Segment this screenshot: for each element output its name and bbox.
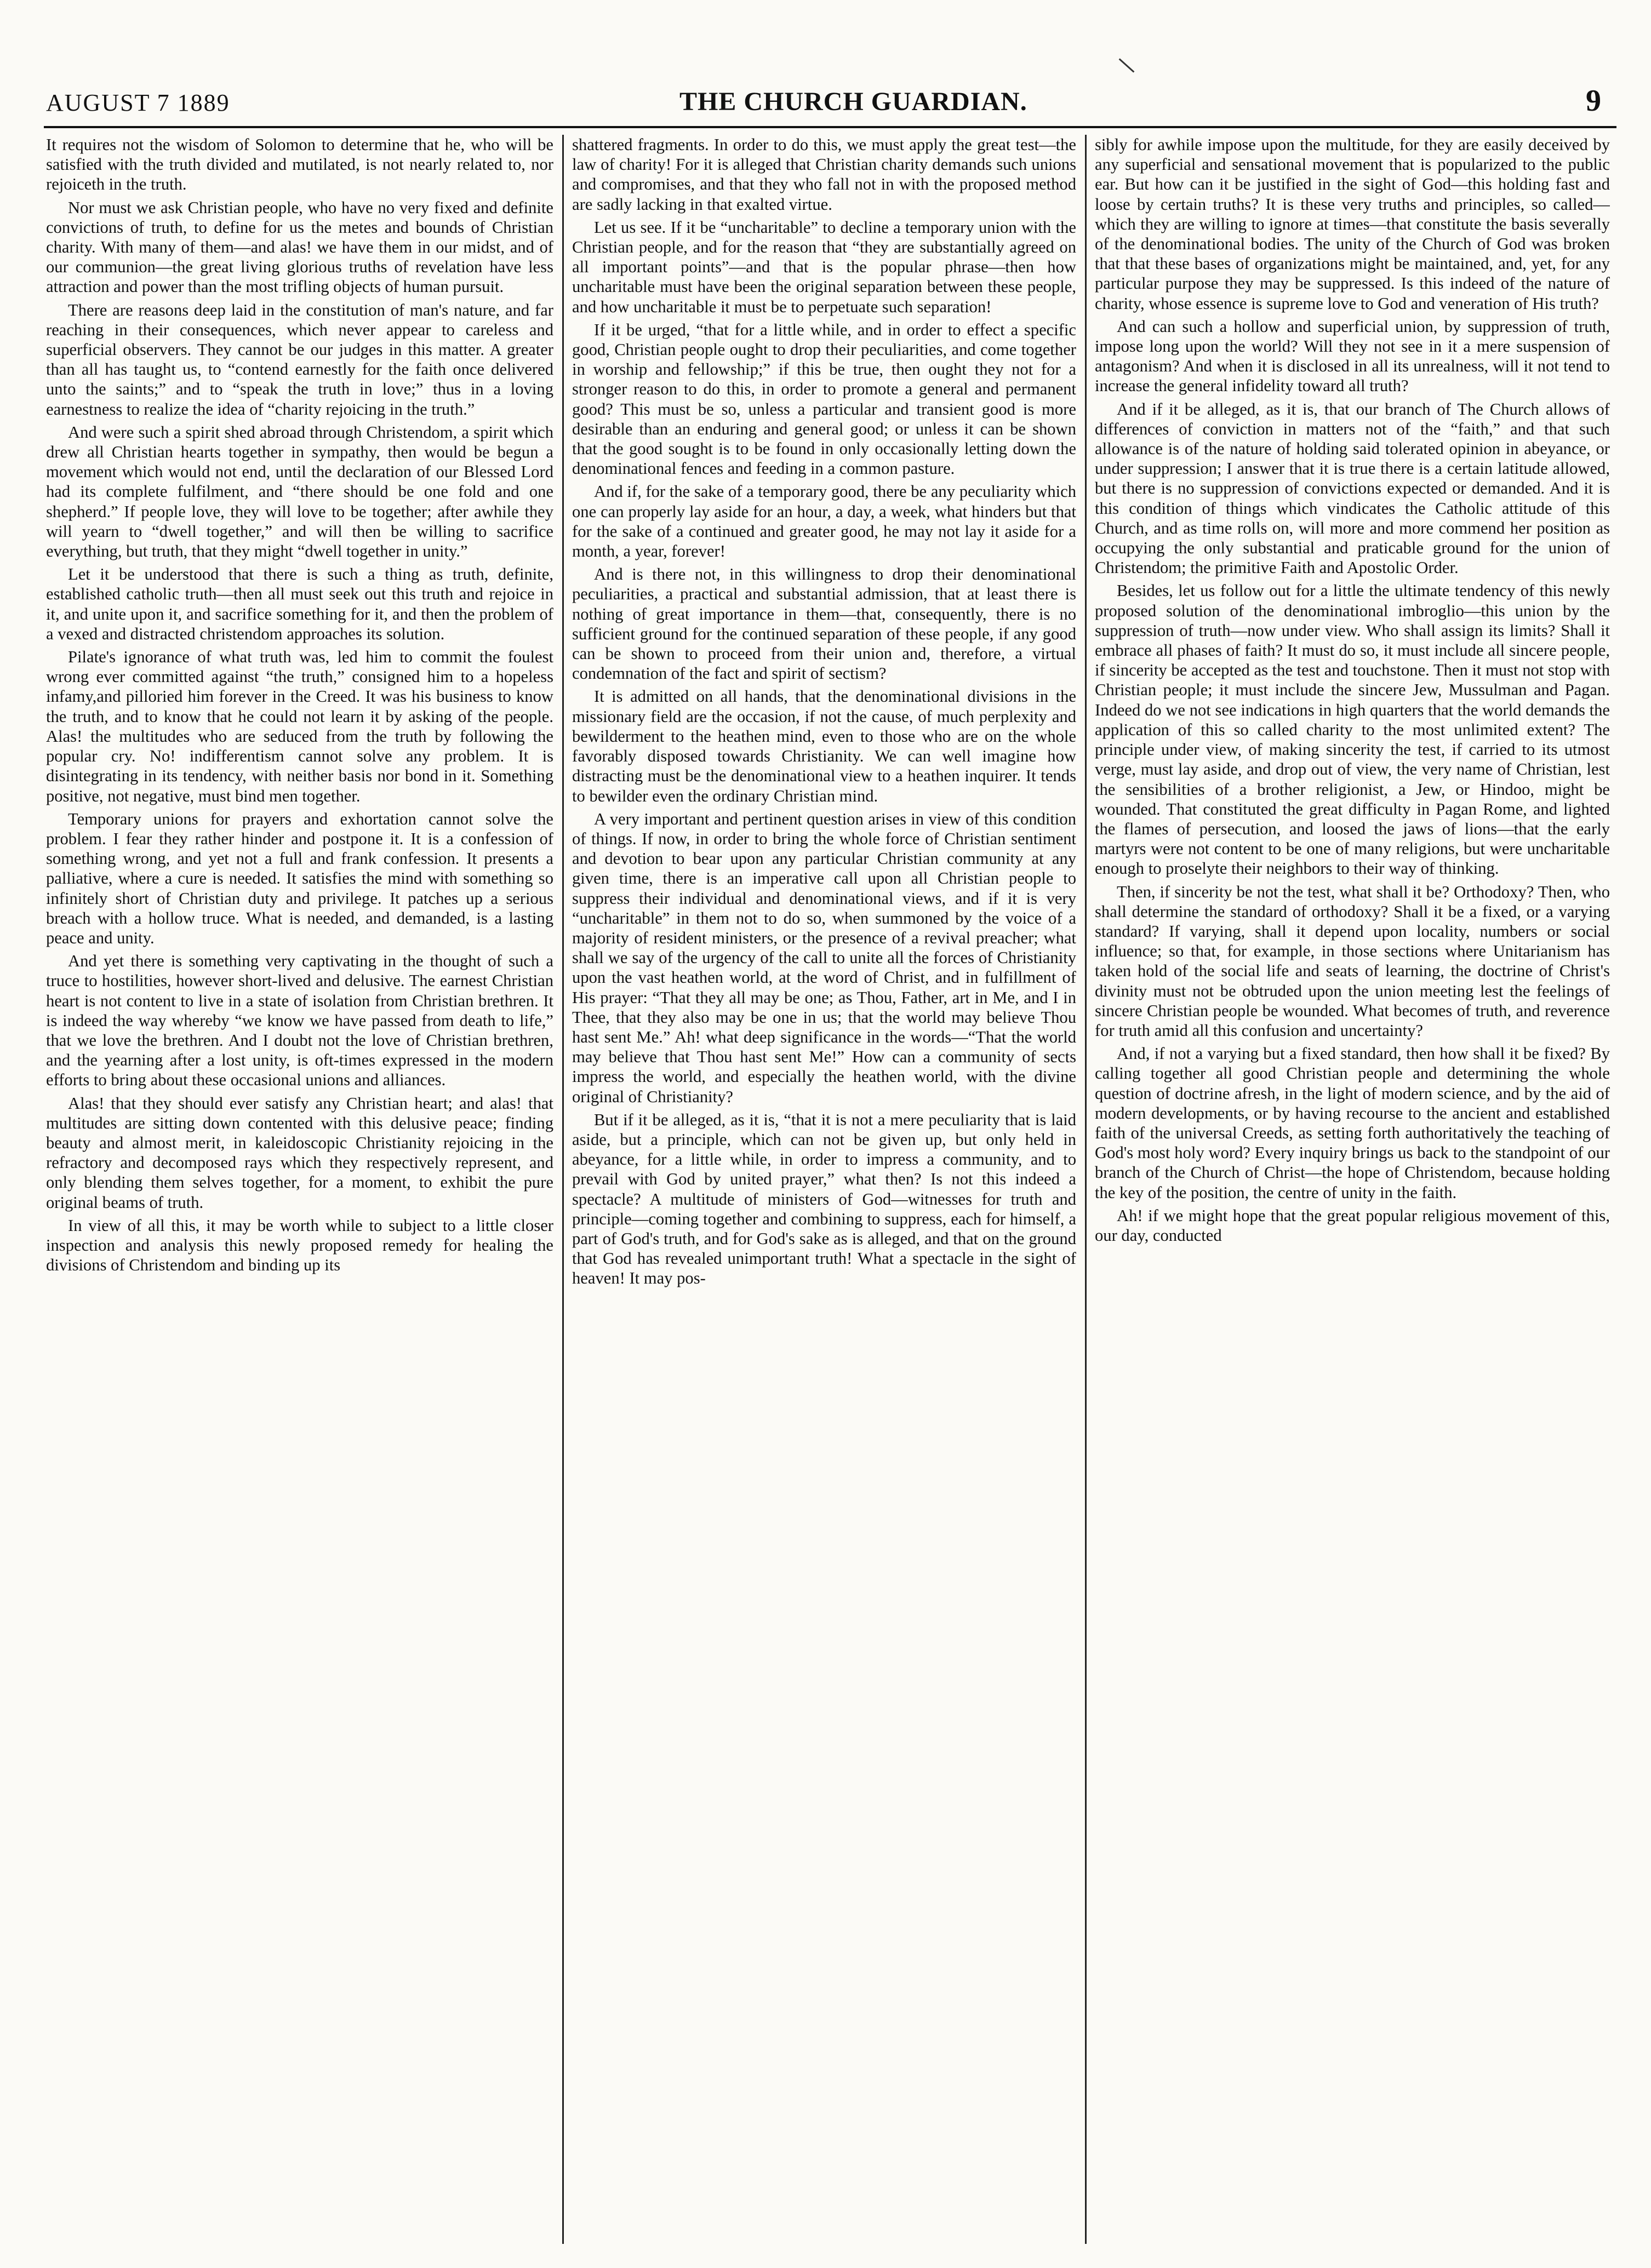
- paragraph: But if it be alleged, as it is, “that it is not a mere peculiarity that is laid aside, but a principle, which can not be given up, but only held in abeyance, for a little while, in order to impress a community, and to prevail with God by united prayer,” what then? Is not this indeed a spectacle? A multitude of ministers of God—witnesses for truth and principle—coming together and combining to suppress, each for himself, a part of God's truth, and for God's sake as is alleged, and that on the ground that God has revealed unimportant truth! What a spectacle in the sight of heaven! It may pos-: [572, 1110, 1076, 1288]
- paragraph: sibly for awhile impose upon the multitude, for they are easily deceived by any superficial and sensational movement that is popularized to the public ear. But how can it be justified in the sight of God—this holding fast and loose by certain truths? It is these very truths and principles, so called—which they are willing to ignore at times—that constitute the basis severally of the denominational bodies. The unity of the Church of God was broken that that these bases of organizations might be maintained, and, yet, for any particular purpose they may be suppressed. Is this indeed of the nature of charity, whose essence is supreme love to God and veneration of His truth?: [1095, 135, 1610, 313]
- paragraph: Ah! if we might hope that the great popular religious movement of this, our day, conducted: [1095, 1206, 1610, 1245]
- column-divider: [1085, 135, 1087, 2244]
- paragraph: shattered fragments. In order to do this, we must apply the great test—the law of charity! For it is alleged that Christian charity demands such unions and compromises, and that they who fall not in with the proposed method are sadly lacking in that exalted virtue.: [572, 135, 1076, 214]
- print-mark: [1119, 58, 1135, 72]
- paragraph: And yet there is something very captivating in the thought of such a truce to hostilities, however short-lived and delusive. The earnest Christian heart is not content to live in a state of isolation from Christian brethren. It is indeed the way whereby “we know we have passed from death to life,” that we love the brethren. And I doubt not the love of Christian brethren, and the yearning after a lost unity, is oft-times expressed in the modern efforts to bring about these occasional unions and alliances.: [46, 952, 553, 1090]
- paragraph: It is admitted on all hands, that the denominational divisions in the missionary field are the occasion, if not the cause, of much perplexity and bewilderment to the heathen mind, even to those who are on the whole favorably disposed towards Christianity. We can well imagine how distracting must be the denominational view to a heathen inquirer. It tends to bewilder even the ordinary Christian mind.: [572, 687, 1076, 805]
- paragraph: Besides, let us follow out for a little the ultimate tendency of this newly proposed solution of the denominational imbroglio—this union by the suppression of truth—now under view. Who shall assign its limits? Shall it embrace all phases of faith? It must do so, it must include all sincere people, if sincerity be accepted as the test and touchstone. Then it must not stop with Christian people; it must include the sincere Jew, Mussulman and Pagan. Indeed do we not see indications in high quarters that the world demands the application of this so called charity to the most unlimited extent? The principle under view, of making sincerity the test, if carried to its utmost verge, must lay aside, and drop out of view, the very name of Christian, lest the sensibilities of a brother religionist, a Jew, or Hindoo, might be wounded. That constituted the great difficulty in Pagan Rome, and lighted the flames of persecution, and loosed the jaws of lions—that the early martyrs were not content to be one of many religions, but were uncharitable enough to proselyte their neighbors to their way of thinking.: [1095, 581, 1610, 878]
- paragraph: A very important and pertinent question arises in view of this condition of things. If now, in order to bring the whole force of Christian sentiment and devotion to bear upon any particular Christian community at any given time, there is an imperative call upon all Christian people to suppress their individual and denominational views, and if it is very “uncharitable” in them not to do so, when summoned by the voice of a majority of resident ministers, or the presence of a revival preacher; what shall we say of the urgency of the call to unite all the forces of Christianity upon the vast heathen world, at the word of Christ, and in fulfillment of His prayer: “That they all may be one; as Thou, Father, art in Me, and I in Thee, that they also may be one in us; that the world may believe Thou hast sent Me.” Ah! what deep significance in the words—“That the world may believe that Thou hast sent Me!” How can a community of sects impress the world, and especially the heathen world, with the divine original of Christianity?: [572, 809, 1076, 1106]
- paragraph: Temporary unions for prayers and exhortation cannot solve the problem. I fear they rather hinder and postpone it. It is a confession of something wrong, and yet not a full and frank confession. It presents a palliative, where a cure is needed. It satisfies the mind with something so infinitely short of Christian duty and privilege. It patches up a serious breach with a hollow truce. What is needed, and demanded, is a lasting peace and unity.: [46, 809, 553, 947]
- paragraph: And is there not, in this willingness to drop their denominational peculiarities, a practical and substantial admission, that at least there is nothing of great importance in them—that, consequently, there is no sufficient ground for the continued separation of these people, if any good can be shown to proceed from their union and, therefore, a virtual condemnation of the fact and spirit of sectism?: [572, 565, 1076, 683]
- paragraph: Let us see. If it be “uncharitable” to decline a temporary union with the Christian people, and for the reason that “they are substantially agreed on all important points”—and that is the popular phrase—then how uncharitable must have been the original separation between these people, and how uncharitable it must be to perpetuate such separation!: [572, 217, 1076, 316]
- text-column-2: [572, 135, 1076, 2249]
- paragraph: There are reasons deep laid in the constitution of man's nature, and far reaching in their consequences, which never appear to careless and superficial observers. They cannot be our judges in this matter. A greater than all has taught us, to “contend earnestly for the faith once delivered unto the saints;” and to “speak the truth in love;” thus in a loving earnestness to realize the idea of “charity rejoicing in the truth.”: [46, 300, 553, 419]
- header-rule: [44, 126, 1616, 128]
- column-divider: [562, 135, 564, 2244]
- page-number: 9: [1586, 84, 1601, 118]
- paragraph: And were such a spirit shed abroad through Christendom, a spirit which drew all Christian hearts together in sympathy, then would be begun a movement which would not end, until the declaration of our Blessed Lord had its complete fulfilment, and “there should be one fold and one shepherd.” If people love, they will love to be together; after awhile they will yearn to “dwell together,” and will then be willing to sacrifice everything, but truth, that they might “dwell together in unity.”: [46, 422, 553, 561]
- paragraph: In view of all this, it may be worth while to subject to a little closer inspection and analysis this newly proposed remedy for healing the divisions of Christendom and binding up its: [46, 1216, 553, 1275]
- paragraph: Then, if sincerity be not the test, what shall it be? Orthodoxy? Then, who shall determine the standard of orthodoxy? Shall it be a fixed, or a varying standard? If varying, shall it depend upon locality, numbers or social influence; so that, for example, in those sections where Unitarianism has taken hold of the social life and seats of learning, the doctrine of Christ's divinity must not be obtruded upon the union meeting lest the feelings of sincere Christian people be wounded. What becomes of truth, and reverence for truth amid all this confusion and uncertainty?: [1095, 882, 1610, 1040]
- paragraph: And can such a hollow and superficial union, by suppression of truth, impose long upon the world? Will they not see in it a mere suspension of antagonism? And when it is disclosed in all its unrealness, will it not tend to increase the general infidelity toward all truth?: [1095, 317, 1610, 396]
- paragraph: And if, for the sake of a temporary good, there be any peculiarity which one can properly lay aside for an hour, a day, a week, what hinders but that for the sake of a continued and greater good, he may not lay it aside for a month, a year, forever!: [572, 482, 1076, 561]
- paragraph: Alas! that they should ever satisfy any Christian heart; and alas! that multitudes are sitting down contented with this delusive peace; finding beauty and almost merit, in kaleidoscopic Christianity rejoicing in the refractory and decomposed rays which they respectively represent, and only blending them selves together, for a moment, to exhibit the pure original beams of truth.: [46, 1093, 553, 1212]
- text-column-3: [1095, 135, 1610, 2249]
- paragraph: Pilate's ignorance of what truth was, led him to commit the foulest wrong ever committed against “the truth,” consigned him to a hopeless infamy,and pilloried him forever in the Creed. It was his business to know the truth, and to know that he could not learn it by asking of the people. Alas! the multitudes who are seduced from the truth by following the popular cry. No! indifferentism cannot solve any problem. It is disintegrating in its tendency, with neither basis nor bond in it. Something positive, not negative, must bind men together.: [46, 648, 553, 805]
- paragraph: And, if not a varying but a fixed standard, then how shall it be fixed? By calling together all good Christian people and determining the whole question of doctrine afresh, in the light of modern science, and by the aid of modern developments, or by having recourse to the ancient and established faith of the universal Creeds, as setting forth authoritatively the teaching of God's most holy word? Every inquiry brings us back to the standpoint of our branch of the Church of Christ—the hope of Christendom, because holding the key of the position, the centre of unity in the faith.: [1095, 1044, 1610, 1202]
- paragraph: And if it be alleged, as it is, that our branch of The Church allows of differences of conviction in matters not of the “faith,” and that such allowance is of the nature of holding said tolerated opinion in abeyance, or under suppression; I answer that it is true there is a certain latitude allowed, but there is no suppression of convictions expected or demanded. And it is this condition of things which vindicates the Catholic attitude of this Church, and as time rolls on, will more and more commend her position as occupying the only substantial and praticable ground for the union of Christendom; the primitive Faith and Apostolic Order.: [1095, 399, 1610, 577]
- paragraph: Nor must we ask Christian people, who have no very fixed and definite convictions of truth, to define for us the metes and bounds of Christian charity. With many of them—and alas! we have them in our midst, and of our communion—the great living glorious truths of revelation have less attraction and power than the most trifling objects of human pursuit.: [46, 198, 553, 296]
- paragraph: Let it be understood that there is such a thing as truth, definite, established catholic truth—then all must seek out this truth and rejoice in it, and unite upon it, and sacrifice something for it, and then the problem of a vexed and distracted christendom approaches its solution.: [46, 565, 553, 643]
- header-date: AUGUST 7 1889: [46, 89, 230, 116]
- masthead-title: THE CHURCH GUARDIAN.: [679, 87, 1027, 116]
- text-column-1: [46, 135, 553, 2249]
- paragraph: It requires not the wisdom of Solomon to determine that he, who will be satisfied with the truth divided and mutilated, is not nearly related to, nor rejoiceth in the truth.: [46, 135, 553, 194]
- paragraph: If it be urged, “that for a little while, and in order to effect a specific good, Christian people ought to drop their peculiarities, and come together in worship and fellowship;” if this be true, then ought they not for a stronger reason to do this, in order to promote a general and permanent good? This must be so, unless a particular and transient good is more desirable than an enduring and general good; or unless it can be shown that the good sought is to be found in only occasionally letting down the denominational fences and feeding in a common pasture.: [572, 320, 1076, 478]
